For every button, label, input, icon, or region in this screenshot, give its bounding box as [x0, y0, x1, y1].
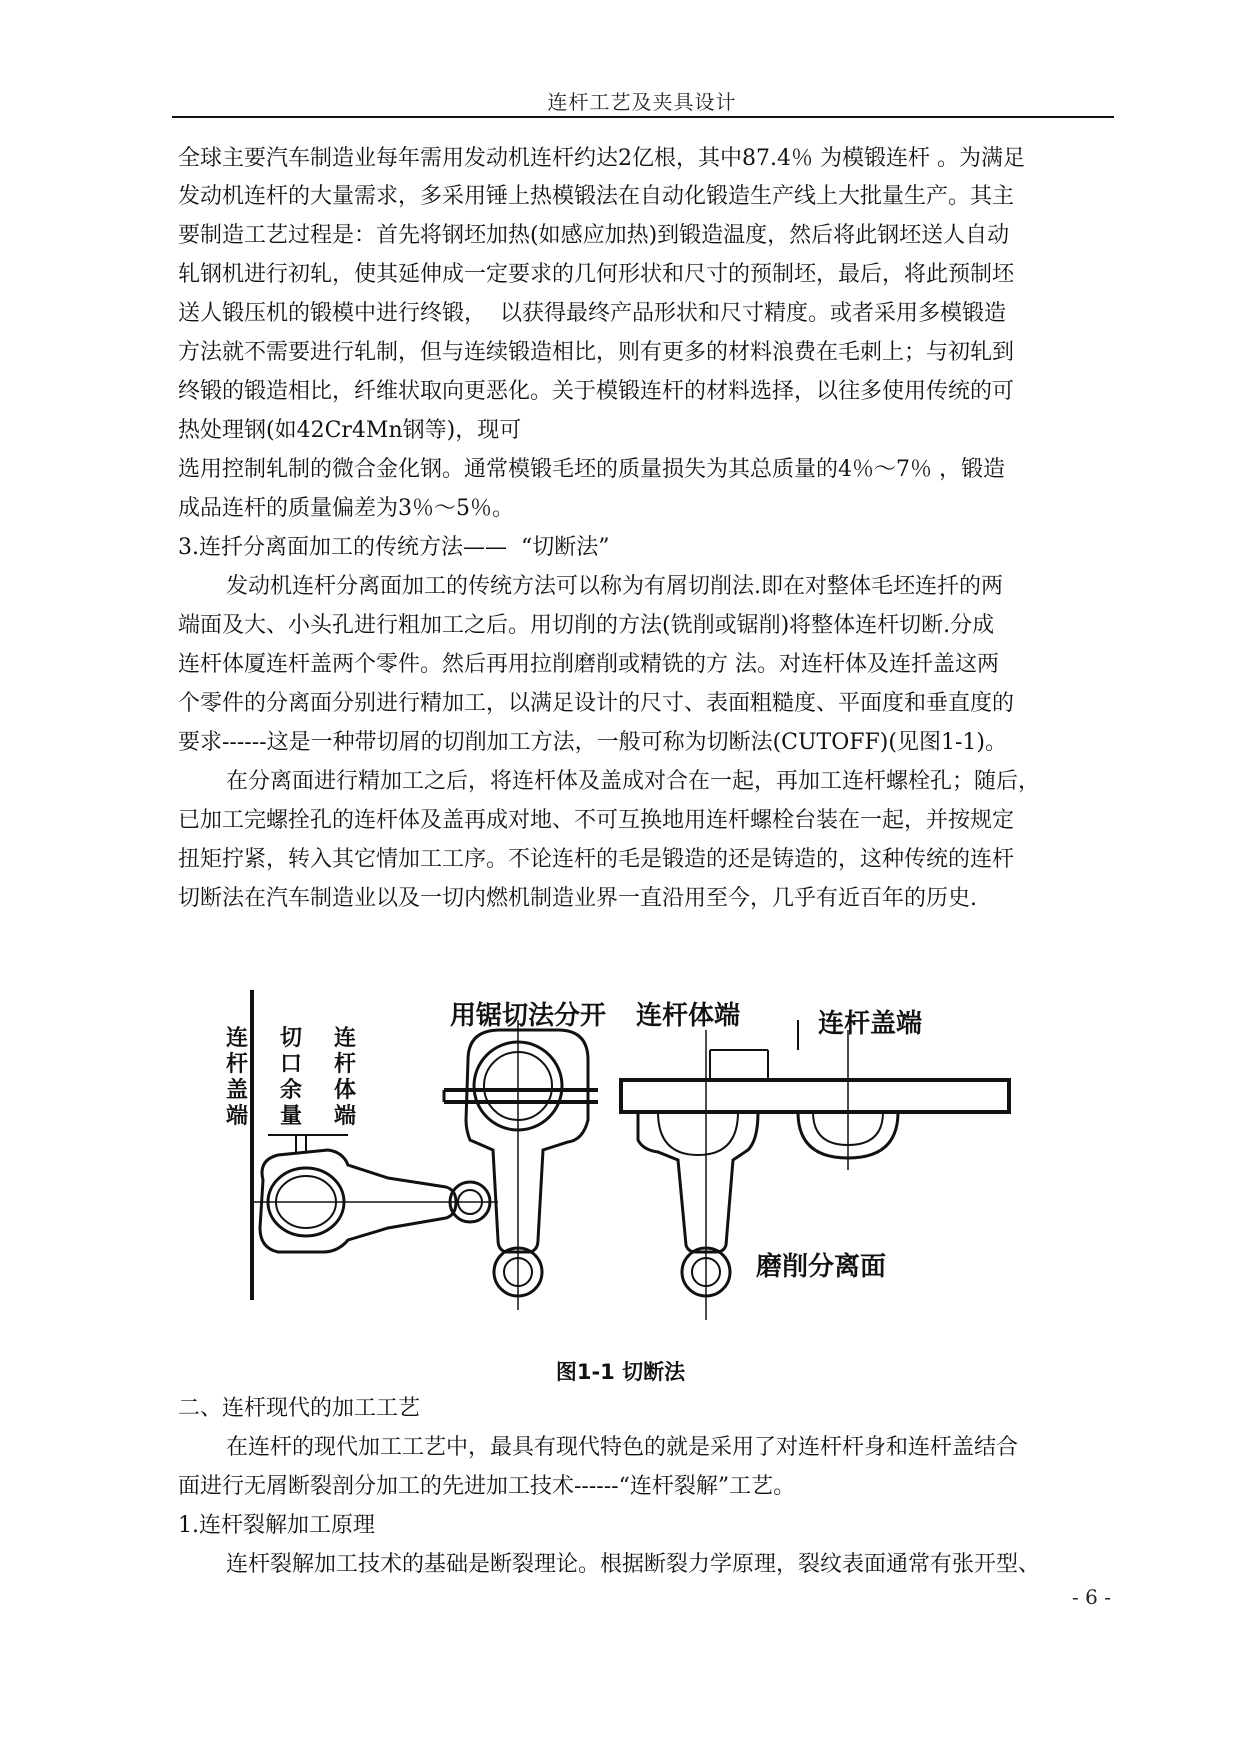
text-line: 终锻的锻造相比，纤维状取向更恶化。关于模锻连杆的材料选择，以往多使用传统的可	[178, 379, 1015, 404]
subsection-heading: 1.连杆裂解加工原理	[178, 1513, 375, 1538]
rod-vertical-saw	[444, 1020, 598, 1310]
label-cap-end: 连杆盖端	[226, 1026, 249, 1129]
connecting-rod-drawing	[226, 990, 1018, 1335]
label-body-end-top: 连杆体端	[636, 1001, 741, 1031]
text-line: 要制造工艺过程是：首先将钢坯加热(如感应加热)到锻造温度，然后将此钢坯送人自动	[178, 223, 1010, 248]
section-heading: 二、连杆现代的加工工艺	[178, 1396, 421, 1421]
section-heading: 3.连扦分离面加工的传统方法—— “切断法”	[178, 535, 610, 560]
text-line: 连杆体厦连杆盖两个零件。然后再用拉削磨削或精铣的方 法。对连杆体及连扦盖这两	[178, 652, 999, 677]
label-body-end: 连杆体端	[334, 1026, 357, 1129]
label-cap-end-top: 连杆盖端	[818, 1009, 923, 1039]
text-line: 成品连杆的质量偏差为3％～5％。	[178, 496, 514, 521]
label-cut-allowance: 切口余量	[280, 1026, 303, 1129]
text-line: 端面及大、小头孔进行粗加工之后。用切削的方法(铣削或锯削)将整体连杆切断.分成	[178, 613, 995, 638]
figure-caption: 图1-1 切断法	[555, 1360, 686, 1384]
text-line: 扭矩拧紧，转入其它情加工工序。不论连杆的毛是锻造的还是铸造的，这种传统的连杆	[178, 847, 1015, 872]
header-rule	[172, 116, 1114, 118]
text-line: 面进行无屑断裂剖分加工的先进加工技术------“连杆裂解”工艺。	[178, 1474, 796, 1499]
label-grind-face: 磨削分离面	[756, 1252, 887, 1282]
text-line: 方法就不需要进行轧制，但与连续锻造相比，则有更多的材料浪费在毛刺上；与初轧到	[178, 340, 1015, 365]
text-line: 全球主要汽车制造业每年需用发动机连杆约达2亿根，其中87.4％ 为模锻连杆 。为满足	[178, 146, 1025, 171]
text-line: 发动机连杆分离面加工的传统方法可以称为有屑切削法.即在对整体毛坯连扦的两	[226, 574, 1003, 599]
text-line: 在分离面进行精加工之后，将连杆体及盖成对合在一起，再加工连杆螺栓孔；随后，	[226, 769, 1041, 794]
running-header: 连杆工艺及夹具设计	[547, 90, 737, 114]
text-line: 在连杆的现代加工工艺中，最具有现代特色的就是采用了对连杆杆身和连杆盖结合	[226, 1435, 1019, 1460]
text-line: 选用控制轧制的微合金化钢。通常模锻毛坯的质量损失为其总质量的4％～7％ ，锻造	[178, 457, 1005, 482]
text-line: 已加工完螺拴孔的连杆体及盖再成对地、不可互换地用连杆螺栓台装在一起，并按规定	[178, 808, 1015, 833]
cutoff-method-figure	[226, 990, 1018, 1335]
text-line: 连杆裂解加工技术的基础是断裂理论。根据断裂力学原理，裂纹表面通常有张开型、	[226, 1552, 1041, 1577]
text-line: 热处理钢(如42Cr4Mn钢等)，现可	[178, 418, 522, 443]
text-line: 个零件的分离面分别进行精加工，以满足设计的尺寸、表面粗糙度、平面度和垂直度的	[178, 691, 1015, 716]
text-line: 发动机连杆的大量需求，多采用锤上热模锻法在自动化锻造生产线上大批量生产。其主	[178, 184, 1015, 209]
text-line: 切断法在汽车制造业以及一切内燃机制造业界一直沿用至今，几乎有近百年的历史.	[178, 886, 977, 911]
text-line: 送人锻压机的锻模中进行终锻， 以获得最终产品形状和尺寸精度。或者采用多模锻造	[178, 301, 1006, 326]
page-number: - 6 -	[1072, 1585, 1111, 1609]
label-saw-split: 用锯切法分开	[450, 1001, 607, 1031]
text-line: 轧钢机进行初轧，使其延伸成一定要求的几何形状和尺寸的预制坯，最后，将此预制坯	[178, 262, 1015, 287]
text-line: 要求------这是一种带切屑的切削加工方法，一般可称为切断法(CUTOFF)(见图1-1)。	[178, 730, 1007, 755]
